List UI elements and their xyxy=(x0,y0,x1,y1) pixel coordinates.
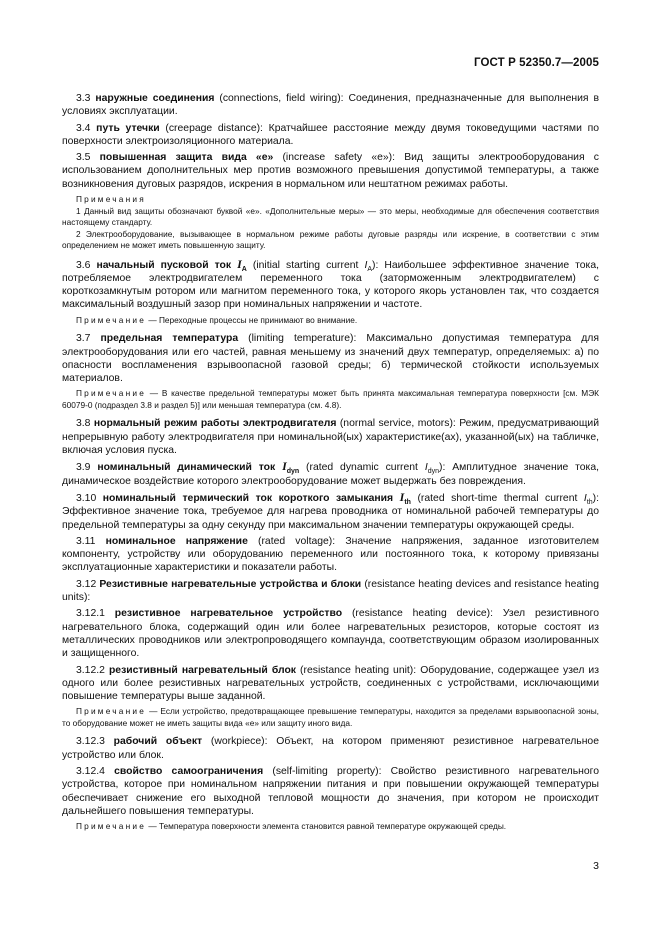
note-label: Примечание xyxy=(76,706,147,717)
symbol: I xyxy=(399,489,405,504)
clause-term: резистивное нагревательное устройство xyxy=(114,608,343,620)
note-3-6 xyxy=(62,315,599,327)
note-text: — Температура поверхности элемента становится равной температуре окружающей среды. xyxy=(146,821,507,832)
note-text: — Если устройство, предотвращающее превышение температуры, находится за пределами взрывоопасной зоны, то оборудование может не иметь защиты вида «е» или защиту иного вида. xyxy=(62,706,599,728)
clause-number: 3.3 xyxy=(76,93,91,104)
clause-term: предельная температура xyxy=(100,333,239,345)
clause-term: номинальный термический ток короткого замыкания xyxy=(102,492,400,504)
clause-3-3 xyxy=(62,92,599,119)
symbol: I xyxy=(282,459,287,474)
clause-number: 3.12.3 xyxy=(76,736,105,748)
clause-text: (increase safety «е»): Вид защиты электрооборудования с использованием дополнительных мер против возможного превышения допустимой температуры, а также возникновения дуговых разрядов, искрения в нормальном или нештатном режимах работы. xyxy=(62,152,600,190)
document-id: ГОСТ Р 52350.7—2005 xyxy=(474,57,599,69)
clause-3-4 xyxy=(62,122,599,149)
clause-3-9 xyxy=(62,460,599,488)
clause-3-8 xyxy=(62,417,599,457)
clause-text: ): Эффективное значение тока, требуемое для нагрева проводника от номинальной рабочей температуры до предельной температуры за одну секунду при максимальном значении температуры окружающей среды. xyxy=(62,492,600,531)
clause-term: резистивный нагревательный блок xyxy=(108,664,296,676)
note-label: Примечание xyxy=(76,821,147,832)
clause-3-12-4 xyxy=(62,765,599,818)
clause-3-12-2 xyxy=(62,664,599,704)
clause-3-6 xyxy=(62,258,599,312)
clause-term: начальный пусковой ток xyxy=(96,259,238,271)
clause-3-10 xyxy=(62,491,599,532)
note-label: Примечания xyxy=(76,194,146,205)
note-item: 1 Данный вид защиты обозначают буквой «е». «Дополнительные меры» — это меры, необходимые для обеспечения соответствия настоящему стандарту. xyxy=(62,205,599,228)
clause-number: 3.9 xyxy=(76,462,91,474)
clause-3-12-3 xyxy=(62,735,599,762)
note-3-5 xyxy=(62,194,599,252)
clause-text: ): Амплитудное значение тока, динамическое воздействие которого электрооборудование может выдержать без повреждения. xyxy=(62,462,599,487)
note-label: Примечание xyxy=(76,314,147,325)
clause-term: путь утечки xyxy=(96,122,160,134)
clause-3-11 xyxy=(62,535,599,575)
symbol: I xyxy=(364,259,368,271)
symbol: I xyxy=(583,492,587,504)
note-text: — В качестве предельной температуры может быть принята максимальная температура поверхности [см. МЭК 60079-0 (подраздел 3.8 и раздел 5)] или меньшая температура (см. 4.8). xyxy=(62,388,599,410)
clause-term: номинальный динамический ток xyxy=(97,462,283,474)
symbol-subscript: A xyxy=(367,265,372,273)
note-text: — Переходные процессы не принимают во внимание. xyxy=(146,314,358,325)
note-line xyxy=(62,315,599,327)
clause-term: нормальный режим работы электродвигателя xyxy=(93,418,337,430)
clause-number: 3.10 xyxy=(76,492,97,504)
clause-number: 3.5 xyxy=(76,152,91,164)
clause-number: 3.6 xyxy=(76,259,91,271)
note-label: Примечание xyxy=(76,388,147,399)
clause-text: (self-limiting property): Свойство резистивного нагревательного устройства, которое при номинальном напряжении питания и при повышении окружающей температуры обеспечивает снижение его выходной тепловой мощности до значения, при котором не происходит дальнейшего повышения температуры. xyxy=(62,765,599,817)
note-3-7 xyxy=(62,388,599,411)
symbol: I xyxy=(237,256,242,271)
note-line xyxy=(62,821,599,833)
symbol-subscript: th xyxy=(586,499,593,507)
clause-text: (rated short-time thermal current xyxy=(410,492,584,504)
definitions-body xyxy=(62,92,599,839)
note-3-12-4 xyxy=(62,821,599,833)
symbol-subscript: th xyxy=(404,499,411,507)
note-line xyxy=(62,706,599,729)
page-number: 3 xyxy=(593,860,599,872)
note-line xyxy=(62,388,599,411)
clause-text: (creepage distance): Кратчайшее расстояние между двумя токоведущими частями по поверхности электроизоляционного материала. xyxy=(62,122,599,147)
clause-term: повышенная защита вида «е» xyxy=(99,152,274,164)
clause-3-7 xyxy=(62,332,599,385)
clause-text: (resistance heating unit): Оборудование, содержащее узел из одного или более резистивных нагревательных устройств, соединенных с устройствами, исключающими повышение температуры выше заданной. xyxy=(62,664,599,703)
clause-text: (initial starting current xyxy=(246,259,365,271)
clause-number: 3.7 xyxy=(76,333,91,345)
clause-3-12 xyxy=(62,578,599,605)
note-3-12-2 xyxy=(62,706,599,729)
clause-text: (rated voltage): Значение напряжения, заданное изготовителем компоненту, устройству или оборудованию переменного или постоянного тока, к которому привязаны эксплуатационные характеристики и показатели работы. xyxy=(62,535,599,574)
clause-term: Резистивные нагревательные устройства и блоки xyxy=(99,578,362,590)
clause-term: свойство самоограничения xyxy=(114,765,264,777)
clause-number: 3.12.4 xyxy=(76,765,105,777)
clause-number: 3.12.1 xyxy=(76,608,105,620)
clause-term: наружные соединения xyxy=(95,93,215,104)
clause-text: (connections, field wiring): Соединения, предназначенные для выполнения в условиях эксплуатации. xyxy=(62,93,599,118)
clause-text: (resistance heating device): Узел резистивного нагревательного блока, содержащий один или более нагревательных резисторов, которые состоят из металлических проводников или электропроводящего компаунда, соответствующим образом изолированных и защищенного. xyxy=(62,608,600,660)
clause-number: 3.12 xyxy=(76,578,97,590)
symbol-subscript: dyn xyxy=(286,468,300,476)
clause-3-12-1 xyxy=(62,607,599,660)
clause-text: (resistance heating devices and resistance heating units): xyxy=(62,578,599,604)
clause-number: 3.12.2 xyxy=(76,664,105,676)
clause-text: (normal service, motors): Режим, предусматривающий непрерывную работу электродвигателя при номинальной(ых) характеристике(ах), указанной(ых) на табличке, включая условия пуска. xyxy=(62,418,600,457)
clause-text: (workpiece): Объект, на котором применяют резистивное нагревательное устройство или блок. xyxy=(62,736,599,761)
clause-text: ): Наибольшее эффективное значение тока, потребляемое электродвигателем переменного тока (заторможенным электродвигателем) с короткозамкнутым ротором или магнитом переменного тока, у которого якорь установлен так, что создается максимальный воздушный зазор при номинальных напряжении и частоте. xyxy=(62,259,599,311)
clause-term: рабочий объект xyxy=(113,736,203,748)
clause-text: (rated dynamic current xyxy=(299,462,425,474)
symbol-subscript: dyn xyxy=(427,468,439,476)
clause-number: 3.4 xyxy=(76,122,91,134)
clause-number: 3.11 xyxy=(76,535,96,547)
clause-number: 3.8 xyxy=(76,418,91,430)
clause-term: номинальное напряжение xyxy=(105,535,248,547)
symbol: I xyxy=(424,462,428,474)
symbol-subscript: A xyxy=(241,265,247,273)
clause-3-5 xyxy=(62,151,599,191)
clause-text: (limiting temperature): Максимально допустимая температура для электрооборудования или его частей, равная меньшему из значений двух температур, определяемых: а) по опасности воспламенения взрывоопасной газовой среды; б) термической стойкости используемых материалов. xyxy=(62,333,599,385)
note-item: 2 Электрооборудование, вызывающее в нормальном режиме работы дуговые разряды или искрение, в соответствии с этим определением не может иметь повышенную защиту. xyxy=(62,228,599,251)
